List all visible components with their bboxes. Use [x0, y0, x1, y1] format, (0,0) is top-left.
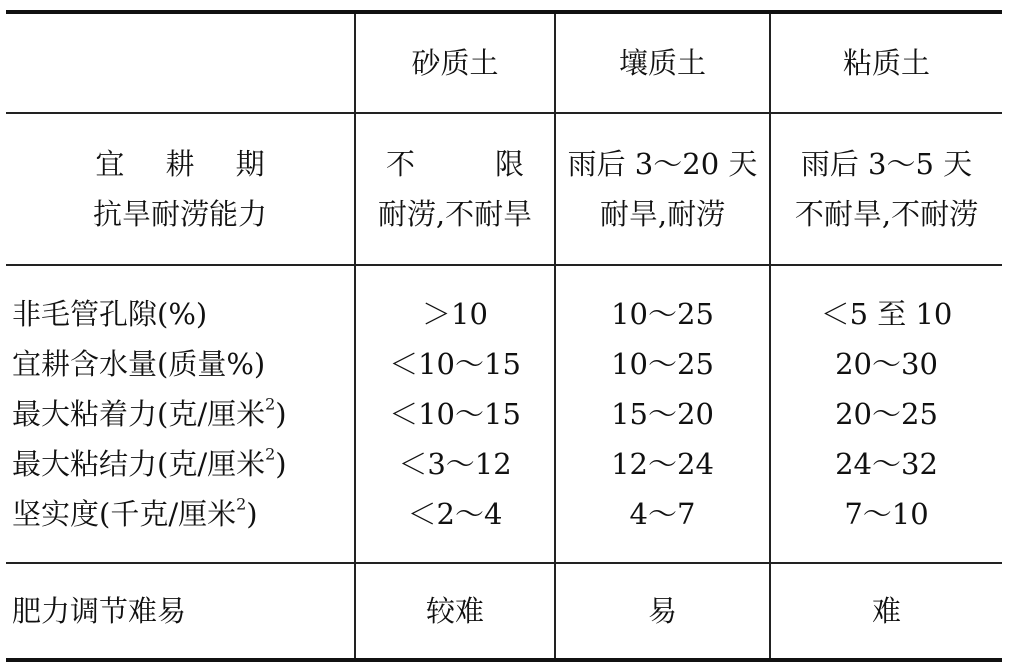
fertility-row: [6, 563, 1002, 660]
sandy-fertility: 较难: [355, 563, 555, 660]
clay-value: 20～30: [835, 347, 938, 381]
sandy-ability: 耐涝,不耐旱: [377, 197, 533, 231]
property-label: 坚实度(千克/厘米$^2$): [12, 494, 258, 531]
loam-property-values: [555, 265, 770, 563]
loam-period-ability-cell: [555, 113, 770, 265]
property-labels: [6, 265, 355, 563]
clay-ability: 不耐旱,不耐涝: [794, 197, 979, 231]
loam-value: 12～24: [611, 447, 714, 481]
property-label: 最大粘结力(克/厘米$^2$): [12, 444, 287, 481]
header-blank-cell: [6, 12, 355, 113]
sandy-period-left: 不: [386, 147, 416, 181]
sandy-period-right: 限: [494, 147, 524, 181]
properties-row: [6, 265, 1002, 563]
period-ability-labels: [6, 113, 355, 265]
loam-fertility: 易: [555, 563, 770, 660]
property-label: 宜耕含水量(质量%): [12, 347, 266, 381]
header-loam-soil: 壤质土: [555, 12, 770, 113]
sandy-period: [356, 139, 554, 189]
sandy-value: ＞10: [422, 297, 488, 331]
clay-period-ability-cell: [770, 113, 1002, 265]
sandy-value: ＜10～15: [389, 397, 521, 431]
sandy-value: ＜2～4: [407, 497, 503, 531]
clay-fertility: 难: [770, 563, 1002, 660]
clay-value: 20～25: [835, 397, 938, 431]
soil-comparison-table: [6, 10, 1002, 662]
property-label: 非毛管孔隙(%): [12, 297, 208, 331]
sandy-period-ability-cell: [355, 113, 555, 265]
loam-value: 10～25: [611, 347, 714, 381]
loam-value: 10～25: [611, 297, 714, 331]
period-ability-row: [6, 113, 1002, 265]
clay-value: 7～10: [844, 497, 929, 531]
clay-property-values: [770, 265, 1002, 563]
sandy-property-values: [355, 265, 555, 563]
loam-value: 4～7: [629, 497, 696, 531]
tillage-period-label: 宜 耕 期: [95, 147, 281, 181]
header-row: [6, 12, 1002, 113]
loam-ability: 耐旱,耐涝: [599, 197, 726, 231]
clay-period: 雨后 3～5 天: [800, 147, 973, 181]
property-label: 最大粘着力(克/厘米$^2$): [12, 394, 287, 431]
loam-value: 15～20: [611, 397, 714, 431]
fertility-label: 肥力调节难易: [6, 563, 355, 660]
loam-period: 雨后 3～20 天: [567, 147, 758, 181]
clay-value: ＜5 至 10: [820, 297, 953, 331]
drought-waterlog-label: 抗旱耐涝能力: [92, 197, 267, 231]
sandy-value: ＜10～15: [389, 347, 521, 381]
clay-value: 24～32: [835, 447, 938, 481]
sandy-value: ＜3～12: [398, 447, 512, 481]
header-sandy-soil: 砂质土: [355, 12, 555, 113]
header-clay-soil: 粘质土: [770, 12, 1002, 113]
